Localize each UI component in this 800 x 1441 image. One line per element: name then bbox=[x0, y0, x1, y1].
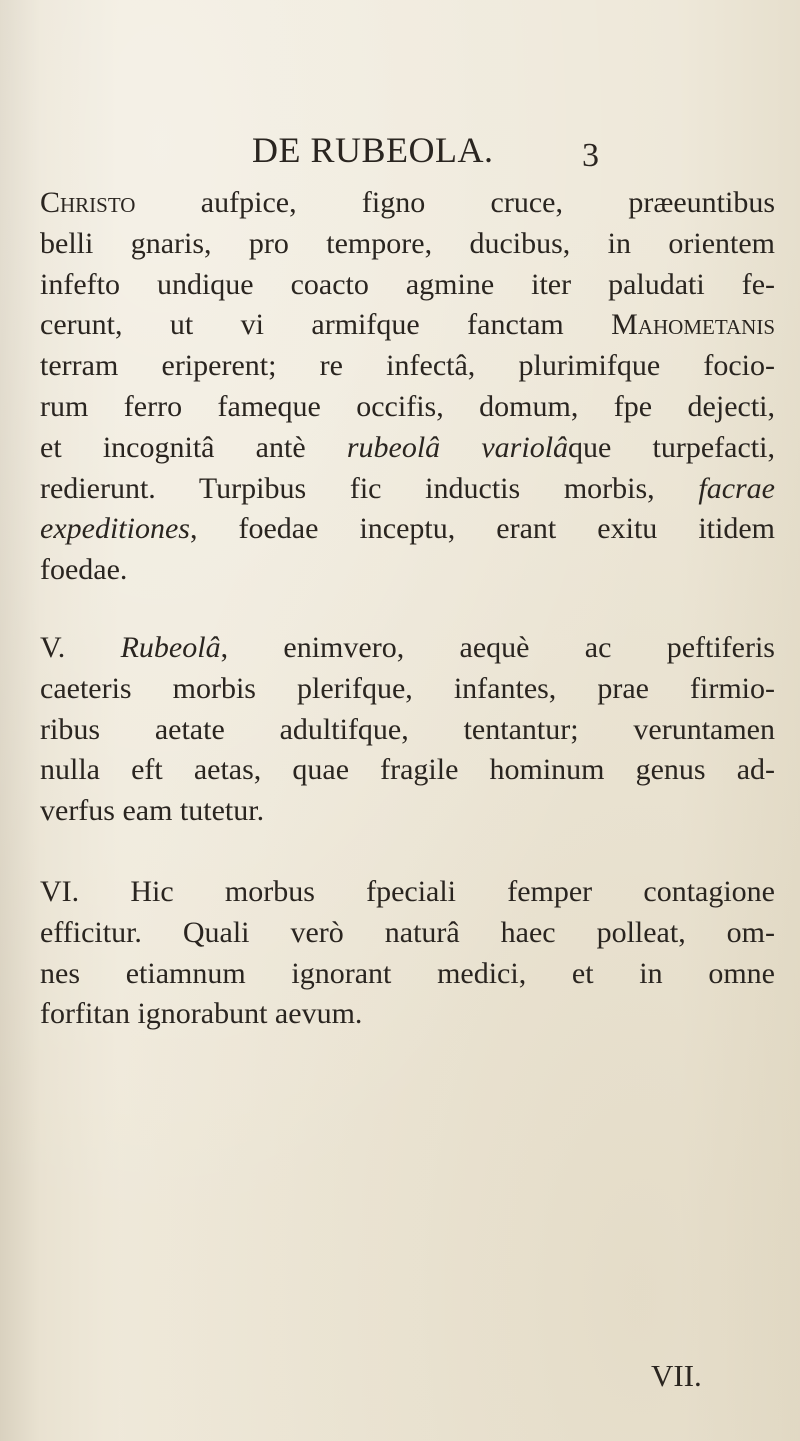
text-segment: belli gnaris, pro tempore, ducibus, in orientem bbox=[40, 226, 775, 260]
text-line bbox=[40, 509, 775, 550]
italic-text: rubeolâ variolâ bbox=[346, 430, 569, 464]
text-segment: , foedae inceptu, erant exitu itidem bbox=[189, 512, 775, 546]
text-segment: et incognitâ antè bbox=[40, 430, 347, 464]
paragraph bbox=[40, 183, 775, 591]
text-segment: , enimvero, aequè ac peftiferis bbox=[220, 630, 775, 664]
text-segment: rum ferro fameque occifis, domum, fpe dejecti, bbox=[40, 389, 775, 423]
text-segment: aufpice, figno cruce, præeuntibus bbox=[135, 186, 775, 219]
text-segment: forfitan ignorabunt aevum. bbox=[40, 997, 363, 1031]
text-segment: V. bbox=[40, 630, 121, 664]
paragraph-gap bbox=[40, 832, 775, 872]
text-line bbox=[40, 224, 775, 265]
text-line bbox=[40, 750, 775, 791]
text-line bbox=[40, 183, 775, 224]
text-segment: ribus aetate adultifque, tentantur; veruntamen bbox=[40, 712, 775, 746]
page-number: 3 bbox=[582, 137, 599, 174]
text-line bbox=[40, 628, 775, 669]
italic-text: Rubeolâ bbox=[120, 630, 221, 664]
text-line bbox=[40, 305, 775, 346]
text-segment: cerunt, ut vi armifque fanctam bbox=[40, 308, 612, 342]
text-line bbox=[40, 954, 775, 995]
text-segment: terram eriperent; re infectâ, plurimifque focio- bbox=[40, 349, 775, 383]
text-segment: efficitur. Quali verò naturâ haec polleat, om- bbox=[40, 915, 775, 949]
text-line bbox=[40, 872, 775, 913]
italic-text: expeditiones bbox=[40, 512, 190, 546]
body-text bbox=[40, 183, 775, 1035]
text-segment: que turpefacti, bbox=[568, 430, 775, 464]
text-segment: nulla eft aetas, quae fragile hominum genus ad- bbox=[40, 753, 775, 787]
text-line bbox=[40, 428, 775, 469]
text-line bbox=[40, 387, 775, 428]
text-segment: redierunt. Turpibus fic inductis morbis, bbox=[40, 471, 699, 505]
text-line bbox=[40, 550, 775, 591]
text-line bbox=[40, 346, 775, 387]
text-line bbox=[40, 913, 775, 954]
text-line bbox=[40, 669, 775, 710]
text-line bbox=[40, 710, 775, 751]
paragraph bbox=[40, 628, 775, 832]
page-header bbox=[0, 128, 800, 178]
text-line bbox=[40, 791, 775, 832]
text-segment: verfus eam tutetur. bbox=[40, 794, 265, 828]
small-caps-text: Christo bbox=[40, 186, 136, 219]
text-segment: caeteris morbis plerifque, infantes, prae firmio- bbox=[40, 671, 775, 705]
catchword: VII. bbox=[651, 1358, 702, 1393]
text-segment: infefto undique coacto agmine iter paludati fe- bbox=[40, 267, 775, 301]
text-segment: foedae. bbox=[40, 553, 128, 587]
text-line bbox=[40, 265, 775, 306]
paragraph-gap bbox=[40, 591, 775, 628]
text-segment: nes etiamnum ignorant medici, et in omne bbox=[40, 956, 775, 990]
running-title: DE RUBEOLA. bbox=[252, 130, 494, 170]
paragraph bbox=[40, 872, 775, 1035]
italic-text: facrae bbox=[698, 471, 775, 505]
text-line bbox=[40, 469, 775, 510]
text-line bbox=[40, 994, 775, 1035]
text-segment: VI. Hic morbus fpeciali femper contagione bbox=[40, 874, 775, 908]
small-caps-text: Mahometanis bbox=[611, 308, 775, 342]
